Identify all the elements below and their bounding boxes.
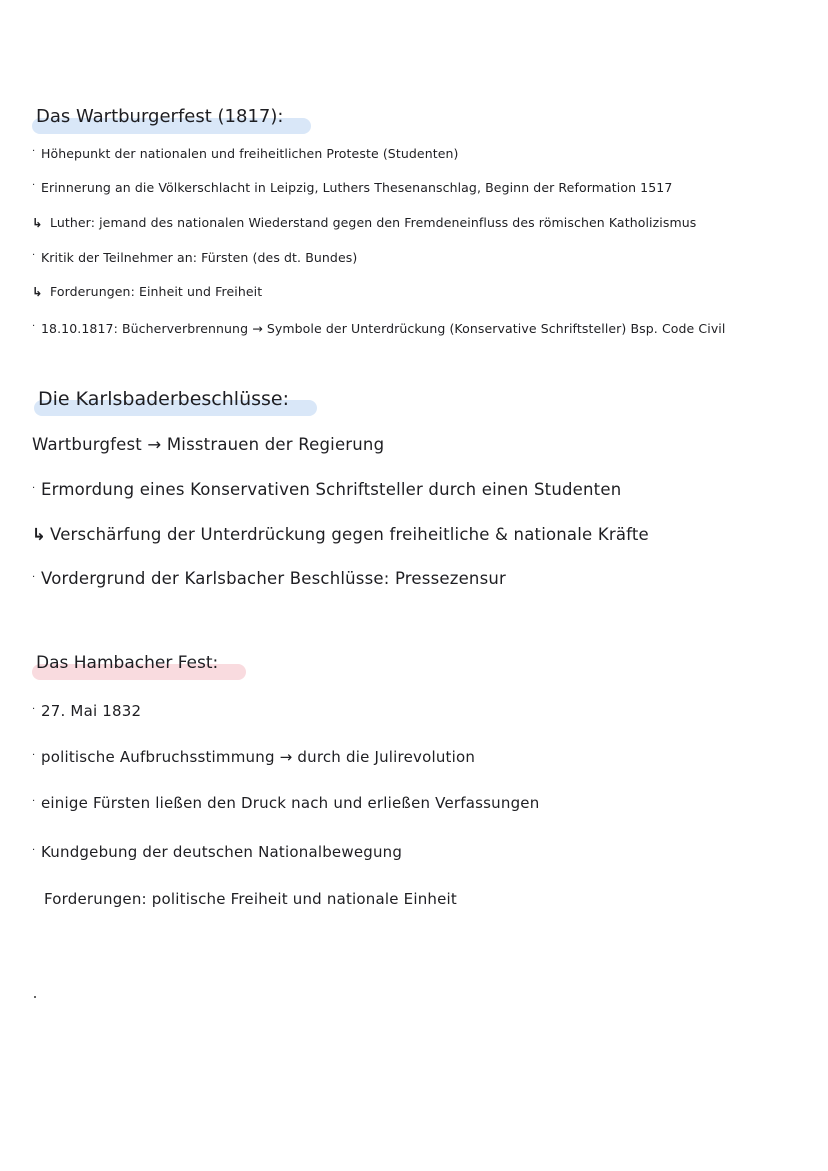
note-line — [32, 181, 672, 195]
note-text: Wartburgfest → Misstrauen der Regierung — [32, 435, 385, 454]
bullet-marker: · — [32, 483, 36, 494]
bullet-marker: · — [32, 845, 36, 856]
note-line — [32, 796, 539, 811]
note-text: Forderungen: Einheit und Freiheit — [50, 284, 263, 299]
bullet-marker: · — [32, 704, 36, 715]
heading-karlsbaderbeschluesse — [38, 390, 289, 409]
note-line — [32, 845, 402, 860]
heading-text: Das Hambacher Fest: — [36, 653, 219, 673]
note-line — [32, 571, 506, 588]
note-line — [32, 482, 621, 499]
note-text: einige Fürsten ließen den Druck nach und erließen Verfassungen — [41, 794, 540, 812]
note-line — [32, 750, 475, 765]
note-text: Kritik der Teilnehmer an: Fürsten (des dt. Bundes) — [41, 250, 358, 265]
note-line — [32, 147, 459, 161]
bullet-marker: · — [32, 796, 36, 807]
note-line — [32, 286, 262, 299]
arrow-marker: ↳ — [32, 525, 47, 544]
arrow-marker: ↳ — [32, 284, 43, 299]
note-text: Forderungen: politische Freiheit und nationale Einheit — [44, 890, 457, 908]
note-text: 18.10.1817: Bücherverbrennung → Symbole der Unterdrückung (Konservative Schriftsteller) Bsp. Code Civil — [41, 321, 726, 336]
bullet-marker: · — [32, 250, 36, 261]
note-line — [32, 437, 384, 454]
note-text: Luther: jemand des nationalen Wiederstand gegen den Fremdeneinfluss des römischen Katholizismus — [50, 215, 697, 230]
bullet-marker: · — [32, 321, 36, 332]
heading-hambacher-fest — [36, 655, 218, 672]
bullet-marker: · — [32, 750, 36, 761]
heading-text: Die Karlsbaderbeschlüsse: — [38, 388, 290, 410]
note-text: Erinnerung an die Völkerschlacht in Leipzig, Luthers Thesenanschlag, Beginn der Reformation 1517 — [41, 180, 673, 195]
note-line — [32, 704, 141, 719]
note-text: Ermordung eines Konservativen Schriftsteller durch einen Studenten — [41, 480, 622, 499]
stray-dot — [34, 996, 36, 998]
note-line — [44, 892, 457, 907]
note-line — [32, 322, 725, 336]
arrow-marker: ↳ — [32, 215, 43, 230]
bullet-marker: · — [32, 572, 36, 583]
note-line — [32, 527, 649, 544]
heading-text: Das Wartburgerfest (1817): — [36, 106, 284, 127]
note-text: 27. Mai 1832 — [41, 702, 142, 720]
heading-wartburgerfest — [36, 108, 283, 126]
note-text: Vordergrund der Karlsbacher Beschlüsse: Pressezensur — [41, 569, 507, 588]
note-text: politische Aufbruchsstimmung → durch die Julirevolution — [41, 748, 476, 766]
note-text: Kundgebung der deutschen Nationalbewegung — [41, 843, 403, 861]
note-text: Verschärfung der Unterdrückung gegen freiheitliche & nationale Kräfte — [50, 525, 649, 544]
bullet-marker: · — [32, 180, 36, 191]
note-text: Höhepunkt der nationalen und freiheitlichen Proteste (Studenten) — [41, 146, 459, 161]
note-line — [32, 217, 696, 230]
note-line — [32, 251, 357, 265]
bullet-marker: · — [32, 146, 36, 157]
